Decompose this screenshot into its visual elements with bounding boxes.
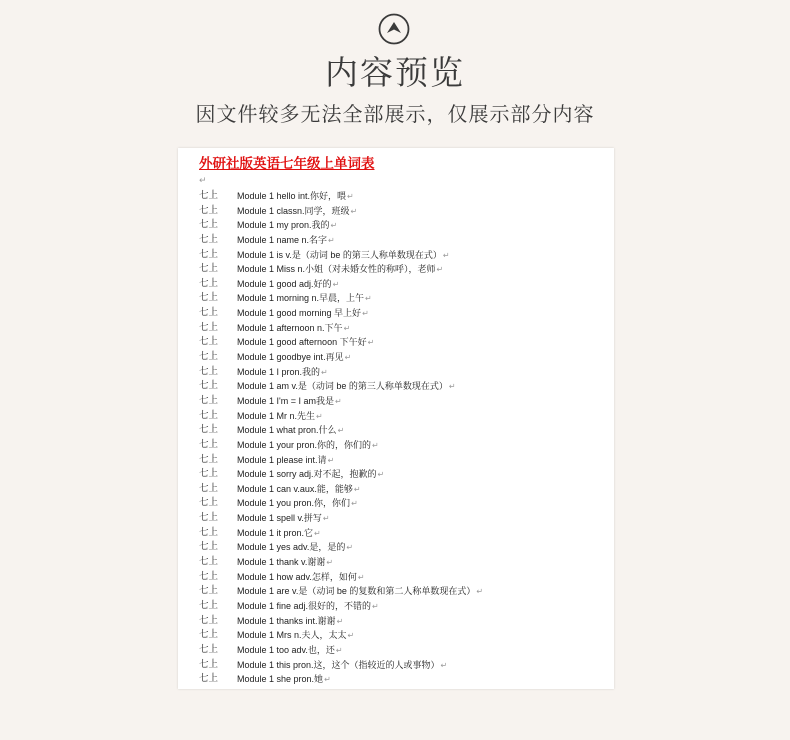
list-item xyxy=(178,204,614,219)
list-item xyxy=(178,248,614,263)
word-entry-text: Module 1 classn.同学，班级 xyxy=(237,205,350,216)
list-item xyxy=(178,423,614,438)
paragraph-mark: ↵ xyxy=(337,426,345,436)
paragraph-mark: ↵ xyxy=(335,396,342,406)
paragraph-mark: ↵ xyxy=(344,353,352,363)
word-entry xyxy=(237,555,333,571)
grade-label: 七上 xyxy=(199,658,219,670)
paragraph-mark: ↵ xyxy=(327,455,335,465)
word-entry-text: Module 1 this pron.这，这个（指较近的人或事物） xyxy=(237,659,440,670)
list-item xyxy=(178,409,614,424)
word-entry xyxy=(237,540,353,556)
word-entry xyxy=(237,321,350,337)
grade-label: 七上 xyxy=(199,233,219,245)
list-item xyxy=(178,453,614,468)
list-item xyxy=(178,467,614,482)
list-item xyxy=(178,262,614,277)
list-item xyxy=(178,643,614,658)
word-entry xyxy=(237,482,361,498)
paragraph-mark: ↵ xyxy=(442,250,450,260)
word-entry xyxy=(237,233,335,249)
word-entry xyxy=(237,291,372,307)
page-subtitle: 因文件较多无法全部展示，仅展示部分内容 xyxy=(195,102,595,126)
word-entry xyxy=(237,599,379,615)
grade-label: 七上 xyxy=(199,526,219,538)
word-entry-text: Module 1 thanks int.谢谢 xyxy=(237,615,336,626)
paragraph-mark: ↵ xyxy=(351,499,358,509)
word-entry xyxy=(237,453,334,469)
word-entry xyxy=(237,643,343,659)
paragraph-mark: ↵ xyxy=(346,543,354,553)
word-entry xyxy=(237,218,337,234)
word-entry xyxy=(237,365,328,381)
paragraph-mark: ↵ xyxy=(199,176,207,186)
word-entry xyxy=(237,350,351,366)
grade-label: 七上 xyxy=(199,204,219,216)
grade-label: 七上 xyxy=(199,556,219,568)
word-entry-text: Module 1 morning n.早晨，上午 xyxy=(237,293,365,304)
grade-label: 七上 xyxy=(199,394,219,406)
list-item xyxy=(178,658,614,673)
word-entry xyxy=(237,262,443,278)
word-entry-text: Module 1 she pron.她 xyxy=(237,674,324,685)
word-entry-text: Module 1 my pron.我的 xyxy=(237,220,330,231)
word-entry-text: Module 1 it pron.它 xyxy=(237,527,314,538)
word-entry-text: Module 1 good morning 早上好 xyxy=(237,308,362,319)
list-item xyxy=(178,321,614,336)
paragraph-mark: ↵ xyxy=(321,367,328,377)
word-entry-text: Module 1 can v.aux.能，能够 xyxy=(237,483,353,494)
word-entry xyxy=(237,570,365,586)
grade-label: 七上 xyxy=(199,365,219,377)
word-entry xyxy=(237,438,379,454)
word-entry-text: Module 1 good adj.好的 xyxy=(237,278,332,289)
grade-label: 七上 xyxy=(199,336,219,348)
word-entry xyxy=(237,394,342,410)
word-entry-text: Module 1 I'm = I am我是 xyxy=(237,395,335,406)
word-entry xyxy=(237,467,384,483)
word-entry xyxy=(237,584,483,600)
paragraph-mark: ↵ xyxy=(448,382,456,392)
word-entry-text: Module 1 your pron.你的，你们的 xyxy=(237,439,372,450)
word-entry-text: Module 1 thank v.谢谢 xyxy=(237,557,326,568)
grade-label: 七上 xyxy=(199,629,219,641)
word-entry-text: Module 1 are v.是（动词 be 的复数和第二人称单数现在式） xyxy=(237,586,476,597)
word-entry xyxy=(237,379,456,395)
grade-label: 七上 xyxy=(199,438,219,450)
word-entry xyxy=(237,306,369,322)
word-entry-text: Module 1 please int.请 xyxy=(237,454,327,465)
word-entry xyxy=(237,423,344,439)
list-item xyxy=(178,350,614,365)
paragraph-mark: ↵ xyxy=(372,440,379,450)
list-item xyxy=(178,233,614,248)
list-item xyxy=(178,526,614,541)
list-item xyxy=(178,482,614,497)
grade-label: 七上 xyxy=(199,599,219,611)
grade-label: 七上 xyxy=(199,307,219,319)
grade-label: 七上 xyxy=(199,409,219,421)
word-entry xyxy=(237,628,354,644)
paragraph-mark: ↵ xyxy=(330,221,338,231)
paragraph-mark: ↵ xyxy=(336,616,344,626)
grade-label: 七上 xyxy=(199,380,219,392)
word-entry-text: Module 1 I pron.我的 xyxy=(237,366,321,377)
page-title: 内容预览 xyxy=(325,53,465,92)
list-item xyxy=(178,277,614,292)
word-entry-text: Module 1 Mr n.先生 xyxy=(237,410,316,421)
document-title: 外研社版英语七年级上单词表 xyxy=(199,156,375,172)
list-item xyxy=(178,379,614,394)
paragraph-mark: ↵ xyxy=(326,558,334,568)
word-entry-text: Module 1 you pron.你，你们 xyxy=(237,498,351,509)
list-item xyxy=(178,189,614,204)
grade-label: 七上 xyxy=(199,321,219,333)
list-item xyxy=(178,335,614,350)
list-item xyxy=(178,394,614,409)
word-entry xyxy=(237,248,450,264)
paragraph-mark: ↵ xyxy=(367,338,375,348)
list-item xyxy=(178,511,614,526)
word-entry xyxy=(237,511,330,527)
grade-label: 七上 xyxy=(199,292,219,304)
list-item xyxy=(178,599,614,614)
list-item xyxy=(178,672,614,687)
word-entry-text: Module 1 name n.名字 xyxy=(237,234,328,245)
word-entry-text: Module 1 fine adj.很好的，不错的 xyxy=(237,600,372,611)
paragraph-mark: ↵ xyxy=(353,484,361,494)
word-entry-text: Module 1 yes adv.是，是的 xyxy=(237,542,346,553)
word-entry-text: Module 1 Miss n.小姐（对未婚女性的称呼），老师 xyxy=(237,264,436,275)
paragraph-mark: ↵ xyxy=(436,265,444,275)
word-entry-text: Module 1 spell v.拼写 xyxy=(237,513,322,524)
grade-label: 七上 xyxy=(199,497,219,509)
grade-label: 七上 xyxy=(199,570,219,582)
paragraph-mark: ↵ xyxy=(347,192,354,201)
word-entry xyxy=(237,204,357,220)
list-item xyxy=(178,496,614,511)
paragraph-mark: ↵ xyxy=(440,660,448,670)
word-entry xyxy=(237,672,331,688)
grade-label: 七上 xyxy=(199,263,219,275)
paragraph-mark: ↵ xyxy=(324,675,331,685)
list-item xyxy=(178,540,614,555)
paragraph-mark: ↵ xyxy=(316,411,323,421)
paragraph-mark: ↵ xyxy=(365,294,372,304)
word-entry-text: Module 1 good afternoon 下午好 xyxy=(237,337,367,348)
list-item xyxy=(178,218,614,233)
word-entry-text: Module 1 how adv.怎样，如何 xyxy=(237,571,357,582)
grade-label: 七上 xyxy=(199,468,219,480)
word-entry-text: Module 1 sorry adj.对不起，抱歉的 xyxy=(237,469,377,480)
word-list xyxy=(178,189,614,687)
paragraph-mark: ↵ xyxy=(322,514,330,524)
document-preview xyxy=(178,148,614,689)
list-item xyxy=(178,365,614,380)
grade-label: 七上 xyxy=(199,219,219,231)
grade-label: 七上 xyxy=(199,277,219,289)
word-entry xyxy=(237,526,321,542)
word-entry xyxy=(237,189,354,205)
paragraph-mark: ↵ xyxy=(372,601,379,611)
word-entry-text: Module 1 am v.是（动词 be 的第三人称单数现在式） xyxy=(237,381,448,392)
paragraph-mark: ↵ xyxy=(347,631,355,641)
list-item xyxy=(178,555,614,570)
paragraph-mark: ↵ xyxy=(362,309,369,319)
grade-label: 七上 xyxy=(199,482,219,494)
list-item xyxy=(178,306,614,321)
word-entry-text: Module 1 hello int.你好，喂 xyxy=(237,191,347,201)
grade-label: 七上 xyxy=(199,541,219,553)
grade-label: 七上 xyxy=(199,248,219,260)
word-entry xyxy=(237,614,343,630)
grade-label: 七上 xyxy=(199,453,219,465)
grade-label: 七上 xyxy=(199,512,219,524)
paragraph-mark: ↵ xyxy=(332,279,340,289)
paragraph-mark: ↵ xyxy=(476,587,484,597)
word-entry-text: Module 1 afternoon n.下午 xyxy=(237,322,343,333)
grade-label: 七上 xyxy=(199,673,219,685)
grade-label: 七上 xyxy=(199,614,219,626)
list-item xyxy=(178,584,614,599)
grade-label: 七上 xyxy=(199,585,219,597)
word-entry-text: Module 1 Mrs n.夫人，太太 xyxy=(237,630,347,641)
word-entry xyxy=(237,496,358,512)
word-entry xyxy=(237,277,339,293)
chevron-up-circle-icon xyxy=(378,13,410,45)
grade-label: 七上 xyxy=(199,643,219,655)
list-item xyxy=(178,628,614,643)
word-entry xyxy=(237,658,447,674)
grade-label: 七上 xyxy=(199,190,219,201)
word-entry-text: Module 1 is v.是（动词 be 的第三人称单数现在式） xyxy=(237,249,442,260)
list-item xyxy=(178,614,614,629)
grade-label: 七上 xyxy=(199,424,219,436)
paragraph-mark: ↵ xyxy=(314,528,321,538)
word-entry xyxy=(237,409,323,425)
paragraph-mark: ↵ xyxy=(357,572,365,582)
word-entry xyxy=(237,335,374,351)
paragraph-mark: ↵ xyxy=(328,235,335,245)
paragraph-mark: ↵ xyxy=(343,323,351,333)
paragraph-mark: ↵ xyxy=(350,206,358,216)
paragraph-mark: ↵ xyxy=(335,645,343,655)
list-item xyxy=(178,570,614,585)
word-entry-text: Module 1 what pron.什么 xyxy=(237,425,337,436)
list-item xyxy=(178,291,614,306)
paragraph-mark: ↵ xyxy=(377,470,385,480)
word-entry-text: Module 1 goodbye int.再见 xyxy=(237,352,344,363)
grade-label: 七上 xyxy=(199,351,219,363)
list-item xyxy=(178,438,614,453)
word-entry-text: Module 1 too adv.也，还 xyxy=(237,644,335,655)
